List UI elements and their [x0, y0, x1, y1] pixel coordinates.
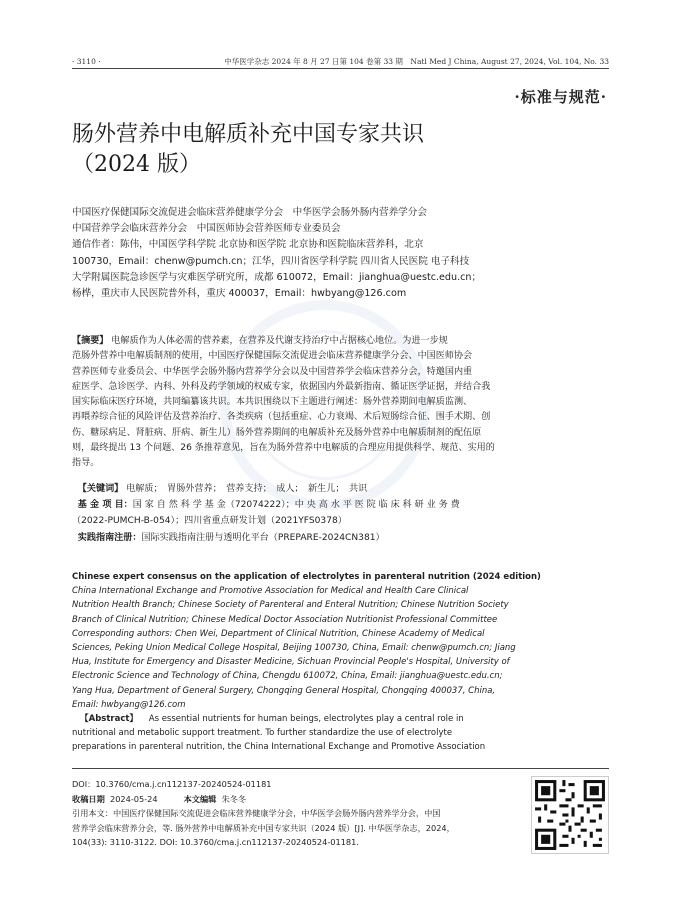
citation-line: 104(33): 3110-3122. DOI: 10.3760/cma.j.cn112137-20240524-01181. [72, 837, 359, 848]
abstract-line: 【摘要】 电解质作为人体必需的营养素，在营养及代谢支持治疗中占据核心地位。为进一步规 [72, 336, 448, 346]
abstract-label: 【摘要】 [72, 336, 109, 346]
section-tag: ·标准与规范· [514, 88, 607, 106]
citation-line: 引用本文：中国医疗保健国际交流促进会临床营养健康学分会，中华医学会肠外肠内营养学分会，中国 [72, 808, 441, 819]
fund-line-2: （2022-PUMCH-B-054）；四川省重点研发计划（2021YFS0378） [72, 516, 347, 527]
author-line: 通信作者：陈伟，中国医学科学院 北京协和医学院 北京协和医院临床营养科，北京 [72, 239, 424, 251]
english-affiliation-line: Yang Hua, Department of General Surgery, Chongqing General Hospital, Chongqing 400037, China, [72, 685, 496, 696]
keywords-line [72, 481, 612, 497]
author-line: 大学附属医院急诊医学与灾难医学研究所，成都 610072，Email：jianghua@uestc.edu.cn； [72, 271, 482, 283]
qr-code-graphic [532, 777, 608, 853]
page-number: · 3110 · [72, 57, 101, 66]
english-affiliation-line: Hua, Institute for Emergency and Disaster Medicine, Sichuan Provincial People's Hospital, University of [72, 657, 510, 668]
abstract-line: 范肠外营养中电解质制剂的使用，中国医疗保健国际交流促进会临床营养健康学分会、中国医师协会 [72, 351, 473, 362]
author-line: 杨桦，重庆市人民医院普外科，重庆 400037，Email：hwbyang@126.com [72, 288, 407, 300]
english-abstract-line: nutritional and metabolic support treatment. To further standardize the use of electrolyte [72, 728, 453, 739]
english-affiliation-line: Branch of Clinical Nutrition; Chinese Medical Doctor Association Nutritionist Professional Committee [72, 614, 498, 625]
doi[interactable]: DOI：10.3760/cma.j.cn112137-20240524-01181 [72, 779, 272, 789]
english-title: Chinese expert consensus on the application of electrolytes in parenteral nutrition (2024 edition) [72, 572, 541, 582]
journal-header: 中华医学杂志 2024 年 8 月 27 日第 104 卷第 33 期 Natl Med J China, August 27, 2024, Vol. 104, No. 33 [224, 57, 609, 66]
english-affiliation-line: Email: hwbyang@126.com [72, 699, 186, 710]
qr-code [531, 776, 609, 854]
keywords: 电解质； 胃肠外营养； 营养支持； 成人； 新生儿； 共识 [126, 484, 368, 494]
abstract-chinese [72, 334, 612, 472]
received-label: 收稿日期 [72, 793, 105, 804]
editor-name: 朱冬冬 [221, 793, 247, 804]
received-editor-line [72, 792, 532, 807]
abstract-line: 伤、糖尿病足、肾脏病、肝病、新生儿）肠外营养期间的电解质补充及肠外营养中电解质制剂的配伍原 [72, 427, 482, 438]
abstract-line: 国实际临床医疗环境，共同编纂该共识。本共识围绕以下主题进行阐述：肠外营养期间电解质监测、 [72, 397, 473, 408]
english-abstract-block [72, 570, 612, 755]
author-block [72, 205, 512, 302]
keywords-label: 【关键词】 [77, 484, 124, 494]
header-rule [72, 68, 609, 69]
english-abstract-label: 【Abstract】 [80, 714, 138, 725]
citation-line: 营养学会临床营养分会，等. 肠外营养中电解质补充中国专家共识（2024 版）[J]. 中华医学杂志，2024， [72, 822, 455, 833]
author-line: 中国营养学会临床营养分会 中国医师协会营养医师专业委员会 [72, 223, 341, 235]
fund-line: 基 金 项 目：国 家 自 然 科 学 基 金（72074222）；中 央 高 水 平 医 院 临 床 科 研 业 务 费 [77, 500, 460, 511]
english-abstract-line: preparations in parenteral nutrition, the China International Exchange and Promotive Association [72, 742, 486, 753]
english-affiliation-line: Sciences, Peking Union Medical College Hospital, Beijing 100730, China, Email: chenw@pumch.cn; Jiang [72, 643, 516, 654]
footer-notes [72, 777, 532, 850]
abstract-line: 营养医师专业委员会、中华医学会肠外肠内营养学分会以及中国营养学会临床营养分会，特邀国内重 [72, 366, 473, 377]
abstract-line: 再喂养综合征的风险评估及营养治疗、各类疾病（包括重症、心力衰竭、术后短肠综合征、围手术期、创 [72, 412, 491, 423]
english-affiliation-line: Nutrition Health Branch; Chinese Society of Parenteral and Enteral Nutrition; Chinese Nutrition Society [72, 600, 509, 611]
english-affiliation-line: Electronic Science and Technology of China, Chengdu 610072, China, Email: jianghua@uestc.edu.cn; [72, 671, 503, 682]
title-line-1: 肠外营养中电解质补充中国专家共识 [72, 122, 425, 147]
keywords-and-funding [72, 481, 612, 546]
author-line: 100730，Email：chenw@pumch.cn；江华，四川省医学科学院 四川省人民医院 电子科技 [72, 255, 470, 267]
english-affiliation-line: Corresponding authors: Chen Wei, Department of Clinical Nutrition, Chinese Academy of Medical [72, 628, 485, 639]
registry-label: 实践指南注册： [77, 532, 142, 543]
title-line-2: （2024 版） [72, 152, 201, 177]
english-affiliation-line: China International Exchange and Promotive Association for Medical and Health Care Clinical [72, 586, 469, 597]
received-date: 2024-05-24 [109, 793, 158, 804]
fund-label: 基 金 项 目： [77, 500, 133, 511]
footer-rule [72, 768, 609, 769]
author-line: 中国医疗保健国际交流促进会临床营养健康学分会 中华医学会肠外肠内营养学分会 [72, 207, 427, 218]
registry-line: 实践指南注册：国际实践指南注册与透明化平台（PREPARE-2024CN381） [77, 532, 385, 543]
article-title [72, 120, 424, 180]
english-abstract-line: 【Abstract】 As essential nutrients for human beings, electrolytes play a central role in [80, 714, 464, 725]
editor-label: 本文编辑 [183, 793, 217, 804]
abstract-line: 则，最终提出 13 个问题、26 条推荐意见，旨在为肠外营养中电解质的合理应用提供科学、规范、实用的 [72, 443, 495, 454]
abstract-line: 症医学、急诊医学、内科、外科及药学领域的权威专家，依据国内外最新指南、循证医学证据，并结合我 [72, 381, 491, 392]
abstract-line: 指导。 [72, 458, 100, 469]
